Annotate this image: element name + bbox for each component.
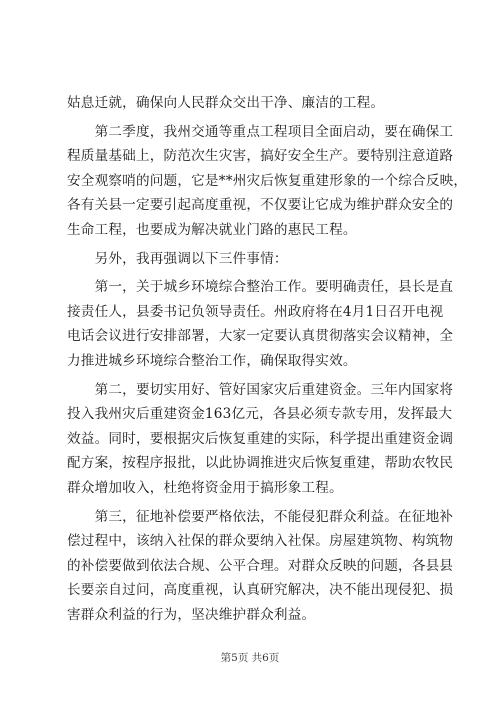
text-line: 第一，关于城乡环境综合整治工作。要明确责任，县长是直 [67,279,454,296]
text-line: 姑息迁就，确保向人民群众交出干净、廉洁的工程。 [67,95,385,111]
text-line: 安全观察哨的问题，它是**州灾后恢复重建形象的一个综合反映， [67,172,468,189]
paragraph [67,505,454,628]
paragraph [67,247,433,272]
text-line: 效益。同时，要根据灾后恢复重建的实际，科学提出重建资金调 [67,430,454,447]
text-line: 群众增加收入，杜绝将资金用于搞形象工程。 [67,479,343,496]
text-line: 配方案，按程序报批，以此协调推进灾后恢复重建，帮助农牧民 [67,455,454,472]
paragraph [67,275,454,373]
text-line: 另外，我再强调以下三件事情： [67,250,288,267]
text-line: 第三，征地补偿要严格依法，不能侵犯群众利益。在征地补 [67,508,454,525]
text-line: 接责任人，县委书记负领导责任。州政府将在4月1日召开电视 [67,303,444,320]
page-footer: 第5页 共6页 [220,652,280,664]
text-line: 第二，要切实用好、管好国家灾后重建资金。三年内国家将 [67,381,454,398]
text-line: 偿过程中，该纳入社保的群众要纳入社保。房屋建筑物、构筑物 [67,533,454,550]
text-line: 投入我州灾后重建资金163亿元，各县必须专款专用，发挥最大 [67,406,453,423]
text-line: 电话会议进行安排部署，大家一定要认真贯彻落实会议精神，全 [67,328,454,345]
paragraph [67,120,468,243]
text-line: 长要亲自过问，高度重视，认真研究解决，决不能出现侵犯、损 [67,582,454,599]
text-line: 害群众利益的行为，坚决维护群众利益。 [67,606,316,623]
text-line: 第二季度，我州交通等重点工程项目全面启动，要在确保工 [67,123,454,140]
text-line: 各有关县一定要引起高度重视，不仅要让它成为维护群众安全的 [67,197,454,214]
paragraph [67,91,433,116]
paragraph [67,378,454,501]
text-line: 力推进城乡环境综合整治工作，确保取得实效。 [67,352,357,369]
document-body [67,91,468,631]
text-line: 的补偿要做到依法合规、公平合理。对群众反映的问题，各县县 [67,557,454,574]
text-line: 生命工程，也要成为解决就业门路的惠民工程。 [67,221,357,238]
text-line: 程质量基础上，防范次生灾害，搞好安全生产。要特别注意道路 [67,148,454,165]
